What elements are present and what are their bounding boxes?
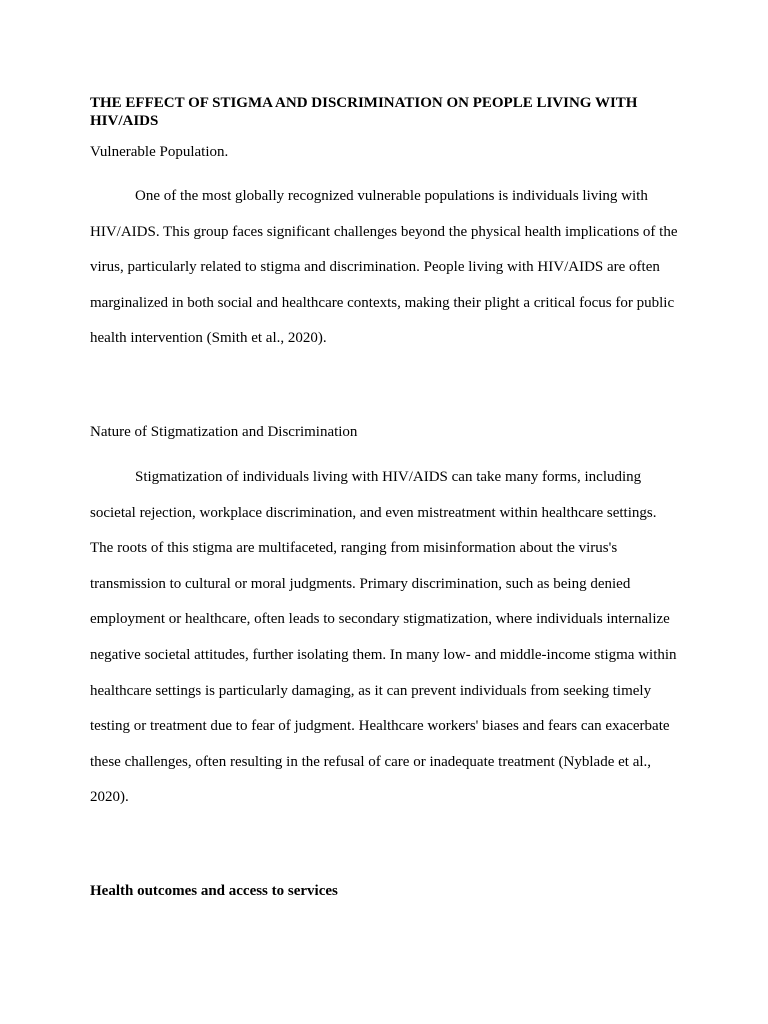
section-heading-nature-of-stigmatization: Nature of Stigmatization and Discrimination [90,424,358,440]
paragraph-vulnerable-population: One of the most globally recognized vulnerable populations is individuals living with HIV/AIDS. This group faces significant challenges beyond the physical health implications of the virus, particularly related to stigma and discrimination. People living with HIV/AIDS are often marginalized in both social and healthcare contexts, making their plight a critical focus for public health intervention (Smith et al., 2020). [90,188,678,347]
paragraph-nature-of-stigmatization: Stigmatization of individuals living with HIV/AIDS can take many forms, including societal rejection, workplace discrimination, and even mistreatment within healthcare settings. The roots of this stigma are multifaceted, ranging from misinformation about the virus's transmission to cultural or moral judgments. Primary discrimination, such as being denied employment or healthcare, often leads to secondary stigmatization, where individuals internalize negative societal attitudes, further isolating them. In many low- and middle-income stigma within healthcare settings is particularly damaging, as it can prevent individuals from seeking timely testing or treatment due to fear of judgment. Healthcare workers' biases and fears can exacerbate these challenges, often resulting in the refusal of care or inadequate treatment (Nyblade et al., 2020). [90,469,677,806]
section-heading-vulnerable-population: Vulnerable Population. [90,144,229,160]
section-heading-health-outcomes: Health outcomes and access to services [90,883,338,899]
document-title: THE EFFECT OF STIGMA AND DISCRIMINATION ON PEOPLE LIVING WITH HIV/AIDS [90,95,638,129]
